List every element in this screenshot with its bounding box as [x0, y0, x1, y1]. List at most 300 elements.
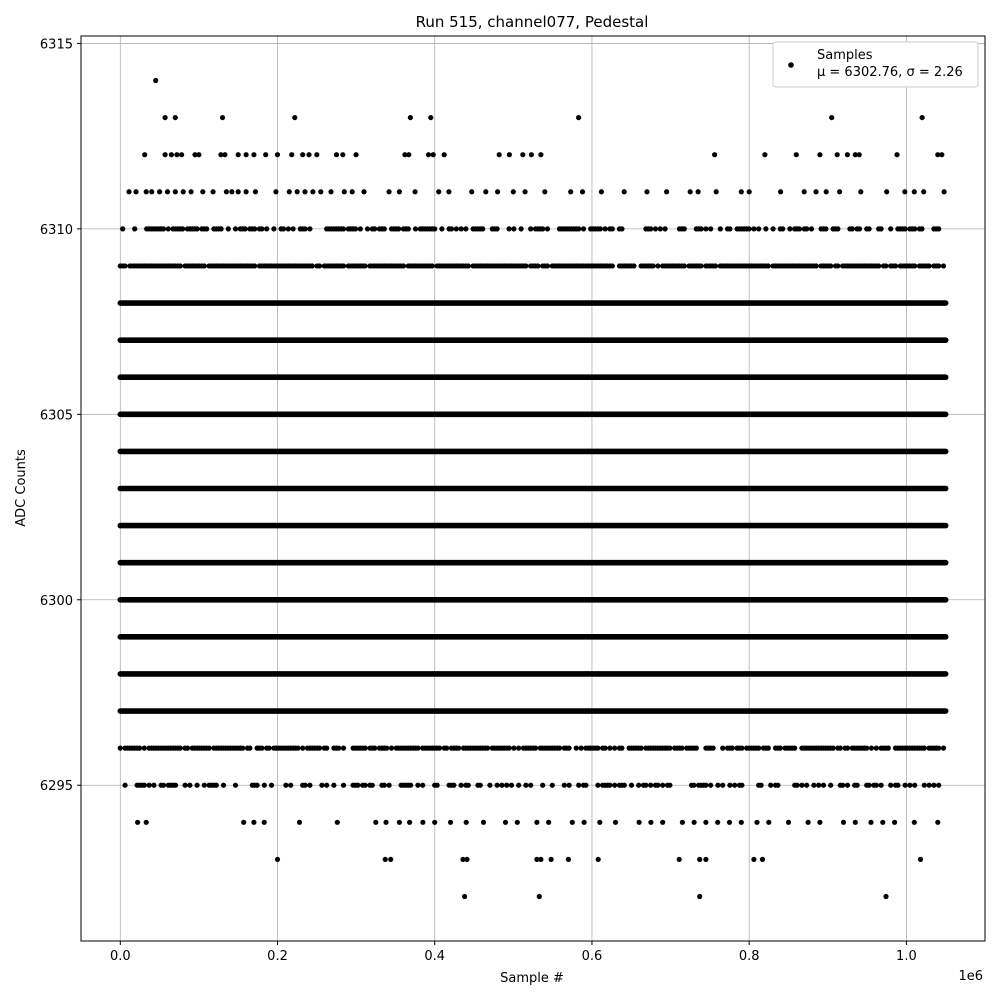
data-point — [778, 189, 783, 194]
data-point — [495, 783, 500, 788]
data-point — [292, 115, 297, 120]
data-point — [247, 746, 252, 751]
data-point — [165, 189, 170, 194]
data-point — [576, 115, 581, 120]
data-point — [466, 783, 471, 788]
data-point — [739, 189, 744, 194]
data-point — [603, 226, 608, 231]
data-point — [574, 746, 579, 751]
data-point — [251, 820, 256, 825]
data-point — [262, 820, 267, 825]
legend-series-name: Samples — [817, 48, 873, 63]
data-point — [884, 189, 889, 194]
data-point — [823, 226, 828, 231]
data-point — [739, 820, 744, 825]
data-point — [430, 263, 435, 268]
x-axis-label: Sample # — [500, 971, 564, 986]
data-point — [703, 820, 708, 825]
data-point — [446, 189, 451, 194]
data-point — [515, 820, 520, 825]
data-point — [845, 746, 850, 751]
data-point — [401, 263, 406, 268]
data-point — [817, 152, 822, 157]
data-point — [342, 189, 347, 194]
data-point — [523, 263, 528, 268]
data-point — [786, 820, 791, 825]
data-point — [612, 783, 617, 788]
data-point — [579, 746, 584, 751]
data-point — [300, 152, 305, 157]
data-point — [727, 226, 732, 231]
data-point — [540, 783, 545, 788]
data-point — [732, 783, 737, 788]
data-point — [382, 226, 387, 231]
data-point — [868, 820, 873, 825]
data-point — [196, 152, 201, 157]
data-point — [372, 746, 377, 751]
data-point — [694, 746, 699, 751]
data-point — [696, 189, 701, 194]
data-point — [233, 783, 238, 788]
data-point — [566, 857, 571, 862]
data-point — [317, 263, 322, 268]
data-point — [520, 152, 525, 157]
data-point — [893, 263, 898, 268]
data-point — [941, 746, 946, 751]
data-point — [161, 783, 166, 788]
data-point — [682, 263, 687, 268]
data-point — [314, 152, 319, 157]
data-point — [350, 189, 355, 194]
data-point — [236, 152, 241, 157]
legend-marker-icon — [788, 62, 794, 68]
x-tick-label: 0.2 — [267, 949, 288, 964]
data-point — [283, 783, 288, 788]
data-point — [202, 263, 207, 268]
data-point — [691, 783, 696, 788]
data-point — [869, 746, 874, 751]
data-point — [756, 746, 761, 751]
data-point — [226, 226, 231, 231]
data-point — [408, 115, 413, 120]
data-point — [550, 783, 555, 788]
data-point — [883, 263, 888, 268]
data-point — [187, 783, 192, 788]
data-point — [406, 152, 411, 157]
data-point — [389, 746, 394, 751]
data-point — [269, 783, 274, 788]
data-point — [220, 115, 225, 120]
data-point — [406, 226, 411, 231]
data-point — [442, 152, 447, 157]
data-point — [607, 746, 612, 751]
data-point — [420, 783, 425, 788]
data-point — [341, 746, 346, 751]
data-point — [831, 746, 836, 751]
y-tick-label: 6310 — [39, 222, 73, 238]
data-point — [354, 152, 359, 157]
data-point — [451, 783, 456, 788]
data-point — [751, 226, 756, 231]
data-point — [708, 783, 713, 788]
data-point — [195, 226, 200, 231]
data-point — [123, 263, 128, 268]
data-point — [169, 152, 174, 157]
data-point — [780, 226, 785, 231]
data-point — [797, 226, 802, 231]
data-point — [420, 820, 425, 825]
data-point — [771, 226, 776, 231]
data-point — [879, 783, 884, 788]
y-axis-label: ADC Counts — [14, 449, 29, 527]
data-point — [902, 189, 907, 194]
data-point — [817, 820, 822, 825]
data-point — [302, 189, 307, 194]
data-point — [903, 226, 908, 231]
data-point — [341, 226, 346, 231]
data-point — [712, 152, 717, 157]
data-point — [613, 820, 618, 825]
data-point — [413, 189, 418, 194]
data-point — [766, 820, 771, 825]
data-point — [787, 226, 792, 231]
data-point — [814, 263, 819, 268]
data-point — [663, 226, 668, 231]
data-point — [307, 783, 312, 788]
data-point — [677, 857, 682, 862]
data-point — [236, 189, 241, 194]
data-point — [173, 783, 178, 788]
data-point — [762, 152, 767, 157]
data-point — [708, 226, 713, 231]
data-point — [383, 820, 388, 825]
data-point — [599, 189, 604, 194]
data-point — [739, 783, 744, 788]
data-point — [631, 263, 636, 268]
data-point — [466, 263, 471, 268]
data-point — [845, 783, 850, 788]
data-point — [511, 226, 516, 231]
data-point — [597, 820, 602, 825]
data-point — [545, 226, 550, 231]
data-point — [880, 820, 885, 825]
data-point — [358, 226, 363, 231]
data-point — [428, 115, 433, 120]
data-point — [886, 746, 891, 751]
data-point — [936, 226, 941, 231]
data-point — [252, 226, 257, 231]
data-point — [123, 783, 128, 788]
data-point — [629, 783, 634, 788]
data-point — [598, 226, 603, 231]
data-point — [713, 263, 718, 268]
data-point — [253, 189, 258, 194]
data-point — [718, 226, 723, 231]
data-point — [528, 226, 533, 231]
data-point — [648, 783, 653, 788]
data-point — [516, 746, 521, 751]
data-point — [415, 783, 420, 788]
data-point — [538, 152, 543, 157]
data-point — [387, 783, 392, 788]
data-point — [667, 746, 672, 751]
data-point — [658, 226, 663, 231]
data-point — [837, 189, 842, 194]
data-point — [137, 746, 142, 751]
data-point — [699, 263, 704, 268]
data-point — [202, 783, 207, 788]
data-point — [503, 820, 508, 825]
data-point — [912, 783, 917, 788]
data-point — [365, 226, 370, 231]
data-point — [888, 783, 893, 788]
data-point — [295, 746, 300, 751]
data-point — [537, 894, 542, 899]
data-point — [255, 783, 260, 788]
data-point — [622, 189, 627, 194]
x-tick-label: 0.8 — [738, 949, 760, 964]
data-point — [144, 189, 149, 194]
data-point — [353, 226, 358, 231]
data-point — [619, 746, 624, 751]
data-point — [730, 746, 735, 751]
data-point — [542, 189, 547, 194]
data-point — [224, 189, 229, 194]
data-point — [174, 152, 179, 157]
data-point — [361, 189, 366, 194]
data-point — [756, 226, 761, 231]
data-point — [912, 263, 917, 268]
data-point — [449, 226, 454, 231]
data-point — [288, 783, 293, 788]
data-point — [303, 226, 308, 231]
data-point — [511, 189, 516, 194]
data-point — [766, 746, 771, 751]
data-point — [291, 226, 296, 231]
data-point — [809, 226, 814, 231]
data-point — [529, 152, 534, 157]
data-point — [173, 189, 178, 194]
data-point — [778, 746, 783, 751]
data-point — [835, 226, 840, 231]
data-point — [241, 820, 246, 825]
data-point — [921, 189, 926, 194]
data-point — [936, 746, 941, 751]
data-point — [703, 783, 708, 788]
data-point — [297, 820, 302, 825]
data-point — [233, 226, 238, 231]
data-point — [895, 783, 900, 788]
data-point — [534, 820, 539, 825]
data-point — [894, 152, 899, 157]
data-point — [766, 263, 771, 268]
data-point — [179, 152, 184, 157]
data-point — [664, 189, 669, 194]
data-point — [667, 783, 672, 788]
data-point — [912, 226, 917, 231]
data-point — [538, 857, 543, 862]
data-point — [907, 783, 912, 788]
data-point — [511, 746, 516, 751]
data-point — [229, 189, 234, 194]
data-point — [426, 152, 431, 157]
data-point — [596, 857, 601, 862]
data-point — [487, 783, 492, 788]
data-point — [888, 226, 893, 231]
data-point — [804, 226, 809, 231]
data-point — [370, 783, 375, 788]
data-point — [222, 152, 227, 157]
data-point — [610, 263, 615, 268]
data-point — [557, 746, 562, 751]
data-point — [651, 263, 656, 268]
data-point — [528, 783, 533, 788]
data-point — [535, 263, 540, 268]
data-point — [792, 746, 797, 751]
data-point — [714, 189, 719, 194]
data-point — [936, 263, 941, 268]
data-point — [263, 152, 268, 157]
data-point — [275, 152, 280, 157]
data-point — [485, 746, 490, 751]
data-point — [120, 226, 125, 231]
data-point — [931, 783, 936, 788]
data-point — [481, 820, 486, 825]
data-point — [444, 746, 449, 751]
data-point — [607, 783, 612, 788]
data-point — [912, 820, 917, 825]
data-point — [166, 226, 171, 231]
data-point — [516, 783, 521, 788]
data-point — [850, 226, 855, 231]
data-point — [324, 783, 329, 788]
data-point — [768, 783, 773, 788]
data-point — [855, 783, 860, 788]
data-point — [545, 263, 550, 268]
data-point — [464, 820, 469, 825]
data-point — [760, 857, 765, 862]
data-point — [853, 820, 858, 825]
data-point — [147, 783, 152, 788]
data-point — [178, 263, 183, 268]
data-point — [214, 783, 219, 788]
data-point — [922, 783, 927, 788]
data-point — [415, 746, 420, 751]
data-point — [207, 746, 212, 751]
data-point — [142, 746, 147, 751]
data-point — [459, 783, 464, 788]
data-point — [180, 226, 185, 231]
data-point — [692, 820, 697, 825]
data-point — [324, 746, 329, 751]
data-point — [927, 783, 932, 788]
data-point — [939, 152, 944, 157]
data-point — [336, 746, 341, 751]
data-point — [408, 783, 413, 788]
data-point — [310, 263, 315, 268]
data-point — [189, 189, 194, 194]
data-point — [813, 189, 818, 194]
data-point — [341, 263, 346, 268]
data-point — [439, 226, 444, 231]
data-point — [643, 783, 648, 788]
data-point — [920, 115, 925, 120]
data-point — [523, 783, 528, 788]
data-point — [262, 783, 267, 788]
data-point — [567, 783, 572, 788]
data-point — [864, 746, 869, 751]
data-point — [271, 226, 276, 231]
data-point — [319, 783, 324, 788]
data-point — [804, 783, 809, 788]
data-point — [751, 857, 756, 862]
data-point — [363, 746, 368, 751]
data-point — [310, 189, 315, 194]
data-point — [697, 857, 702, 862]
data-point — [821, 783, 826, 788]
data-point — [567, 746, 572, 751]
data-point — [715, 783, 720, 788]
data-point — [720, 746, 725, 751]
data-point — [655, 263, 660, 268]
data-point — [595, 746, 600, 751]
data-point — [576, 226, 581, 231]
data-point — [504, 783, 509, 788]
data-point — [874, 783, 879, 788]
data-point — [703, 226, 708, 231]
data-point — [775, 783, 780, 788]
data-point — [876, 263, 881, 268]
data-point — [244, 152, 249, 157]
data-point — [941, 263, 946, 268]
data-point — [335, 820, 340, 825]
data-point — [281, 226, 286, 231]
data-point — [328, 189, 333, 194]
data-point — [149, 189, 154, 194]
data-point — [644, 189, 649, 194]
data-point — [507, 746, 512, 751]
data-point — [363, 783, 368, 788]
data-point — [747, 226, 752, 231]
data-point — [463, 226, 468, 231]
data-point — [715, 820, 720, 825]
data-point — [838, 746, 843, 751]
data-point — [549, 857, 554, 862]
data-point — [922, 746, 927, 751]
data-point — [857, 226, 862, 231]
data-point — [240, 746, 245, 751]
x-tick-label: 0.0 — [109, 949, 131, 964]
data-point — [841, 820, 846, 825]
data-point — [259, 746, 264, 751]
data-point — [435, 783, 440, 788]
data-point — [334, 152, 339, 157]
data-point — [183, 783, 188, 788]
legend — [773, 42, 978, 87]
data-point — [794, 152, 799, 157]
data-point — [936, 783, 941, 788]
data-point — [688, 189, 693, 194]
data-point — [610, 226, 615, 231]
data-point — [802, 189, 807, 194]
data-point — [636, 783, 641, 788]
data-point — [603, 746, 608, 751]
data-point — [612, 746, 617, 751]
data-point — [132, 226, 137, 231]
data-point — [431, 152, 436, 157]
data-point — [464, 857, 469, 862]
data-point — [221, 783, 226, 788]
